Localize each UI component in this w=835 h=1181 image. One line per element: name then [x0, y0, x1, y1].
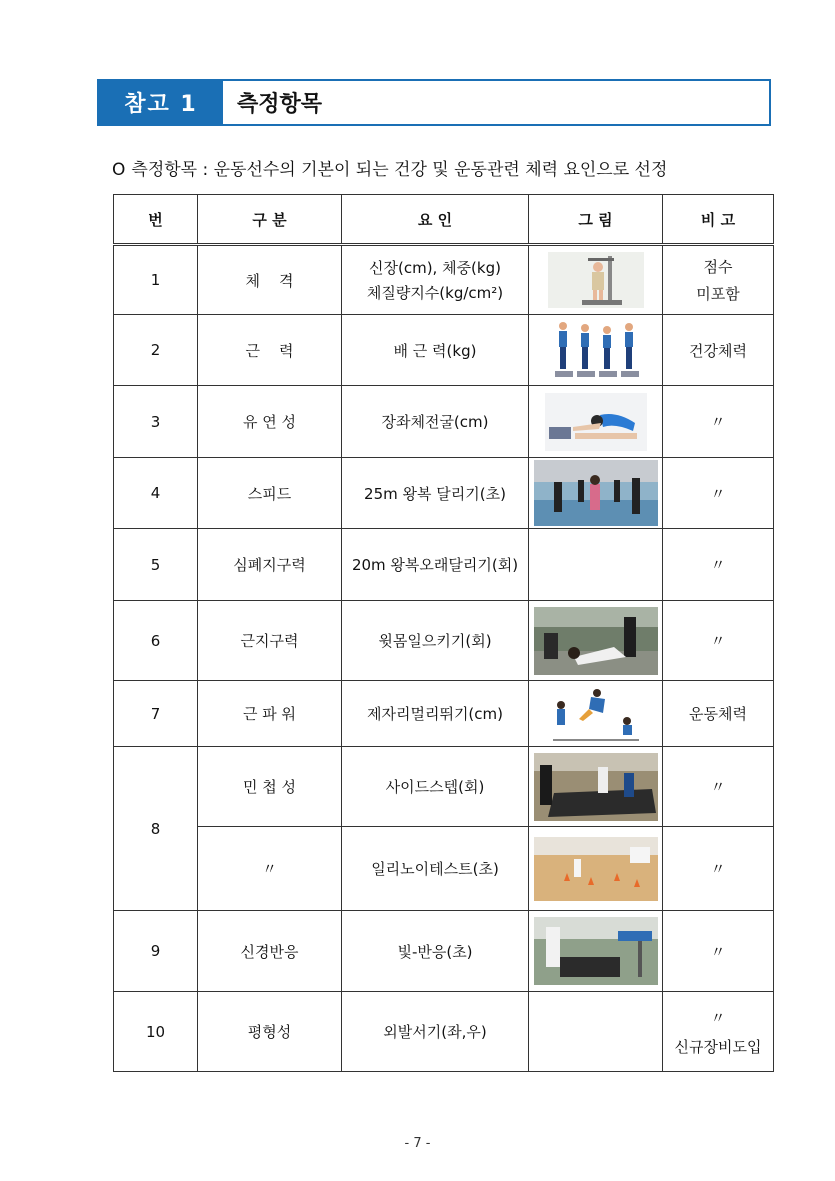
row-picture: [529, 601, 663, 681]
row-factor: 배 근 력(kg): [342, 315, 529, 386]
row-category: 근 력: [198, 315, 342, 386]
row-factor: 25m 왕복 달리기(초): [342, 458, 529, 529]
note-line: 미포함: [696, 285, 740, 303]
table-row: [114, 386, 774, 458]
section-title: 측정항목: [237, 92, 323, 117]
table-row: [114, 747, 774, 827]
row-picture: [529, 315, 663, 386]
table-row: [114, 315, 774, 386]
col-header-picture: 그 림: [529, 195, 663, 245]
table-header-row: [114, 195, 774, 245]
table-row: [114, 601, 774, 681]
row-number: 5: [114, 529, 198, 601]
row-note: [663, 245, 774, 315]
note-line: 점수: [703, 258, 733, 276]
factor-line: 신장(cm), 체중(kg): [369, 259, 501, 277]
row-picture: [529, 386, 663, 458]
row-category: 신경반응: [198, 911, 342, 992]
row-number: 7: [114, 681, 198, 747]
row-factor: 외발서기(좌,우): [342, 992, 529, 1072]
row-number: 8: [114, 747, 198, 911]
row-factor: 장좌체전굴(cm): [342, 386, 529, 458]
table-row: [114, 681, 774, 747]
row-number: 9: [114, 911, 198, 992]
factor-line: 체질량지수(kg/cm²): [366, 284, 504, 302]
row-note: [663, 992, 774, 1072]
row-picture: [529, 827, 663, 911]
row-number: 1: [114, 245, 198, 315]
row-picture: [529, 911, 663, 992]
row-number: 6: [114, 601, 198, 681]
row-number: 2: [114, 315, 198, 386]
side-step-photo: [534, 753, 658, 821]
long-jump-icon: [553, 685, 639, 743]
row-picture: [529, 458, 663, 529]
note-line: 〃: [710, 1008, 726, 1027]
section-header: [97, 79, 771, 126]
row-category: 유 연 성: [198, 386, 342, 458]
table-row: [114, 827, 774, 911]
row-factor: 제자리멀리뛰기(cm): [342, 681, 529, 747]
shuttle-run-photo: [534, 460, 658, 526]
row-factor: 빛-반응(초): [342, 911, 529, 992]
row-number: 4: [114, 458, 198, 529]
reference-tag: 참고 1: [99, 81, 223, 124]
col-header-factor: 요 인: [342, 195, 529, 245]
row-note: 운동체력: [663, 681, 774, 747]
table-row: [114, 458, 774, 529]
col-header-category: 구 분: [198, 195, 342, 245]
row-picture: [529, 681, 663, 747]
row-category: 민 첩 성: [198, 747, 342, 827]
bullet-icon: O: [112, 160, 126, 180]
row-factor: 윗몸일으키기(회): [342, 601, 529, 681]
row-category: 〃: [198, 827, 342, 911]
row-number: 3: [114, 386, 198, 458]
row-note: 〃: [663, 529, 774, 601]
col-header-number: 번: [114, 195, 198, 245]
row-note: 〃: [663, 601, 774, 681]
row-category: 스피드: [198, 458, 342, 529]
row-number: 10: [114, 992, 198, 1072]
row-note: 〃: [663, 458, 774, 529]
note-line: 신규장비도입: [674, 1037, 762, 1056]
measurement-table: [113, 194, 774, 1072]
back-strength-icon: [553, 319, 639, 381]
row-note: 〃: [663, 827, 774, 911]
row-factor: 20m 왕복오래달리기(회): [342, 529, 529, 601]
row-factor: 사이드스텝(회): [342, 747, 529, 827]
row-category: 근지구력: [198, 601, 342, 681]
table-row: [114, 529, 774, 601]
row-category: 평형성: [198, 992, 342, 1072]
row-category: 체 격: [198, 245, 342, 315]
page-number: - 7 -: [404, 1136, 431, 1151]
sit-up-photo: [534, 607, 658, 675]
table-row: [114, 992, 774, 1072]
illinois-test-photo: [534, 837, 658, 901]
table-row: [114, 245, 774, 315]
stadiometer-scale-icon: [548, 252, 644, 308]
sit-and-reach-icon: [545, 393, 647, 451]
light-reaction-photo: [534, 917, 658, 985]
row-category: 근 파 워: [198, 681, 342, 747]
row-category: 심폐지구력: [198, 529, 342, 601]
intro-line: [112, 155, 667, 180]
row-factor: [342, 245, 529, 315]
row-note: 〃: [663, 911, 774, 992]
intro-text: 측정항목 : 운동선수의 기본이 되는 건강 및 운동관련 체력 요인으로 선정: [131, 160, 668, 180]
row-note: 〃: [663, 747, 774, 827]
row-picture: [529, 992, 663, 1072]
row-picture: [529, 245, 663, 315]
row-factor: 일리노이테스트(초): [342, 827, 529, 911]
row-note: 건강체력: [663, 315, 774, 386]
col-header-note: 비 고: [663, 195, 774, 245]
table-row: [114, 911, 774, 992]
row-note: 〃: [663, 386, 774, 458]
row-picture: [529, 529, 663, 601]
row-picture: [529, 747, 663, 827]
